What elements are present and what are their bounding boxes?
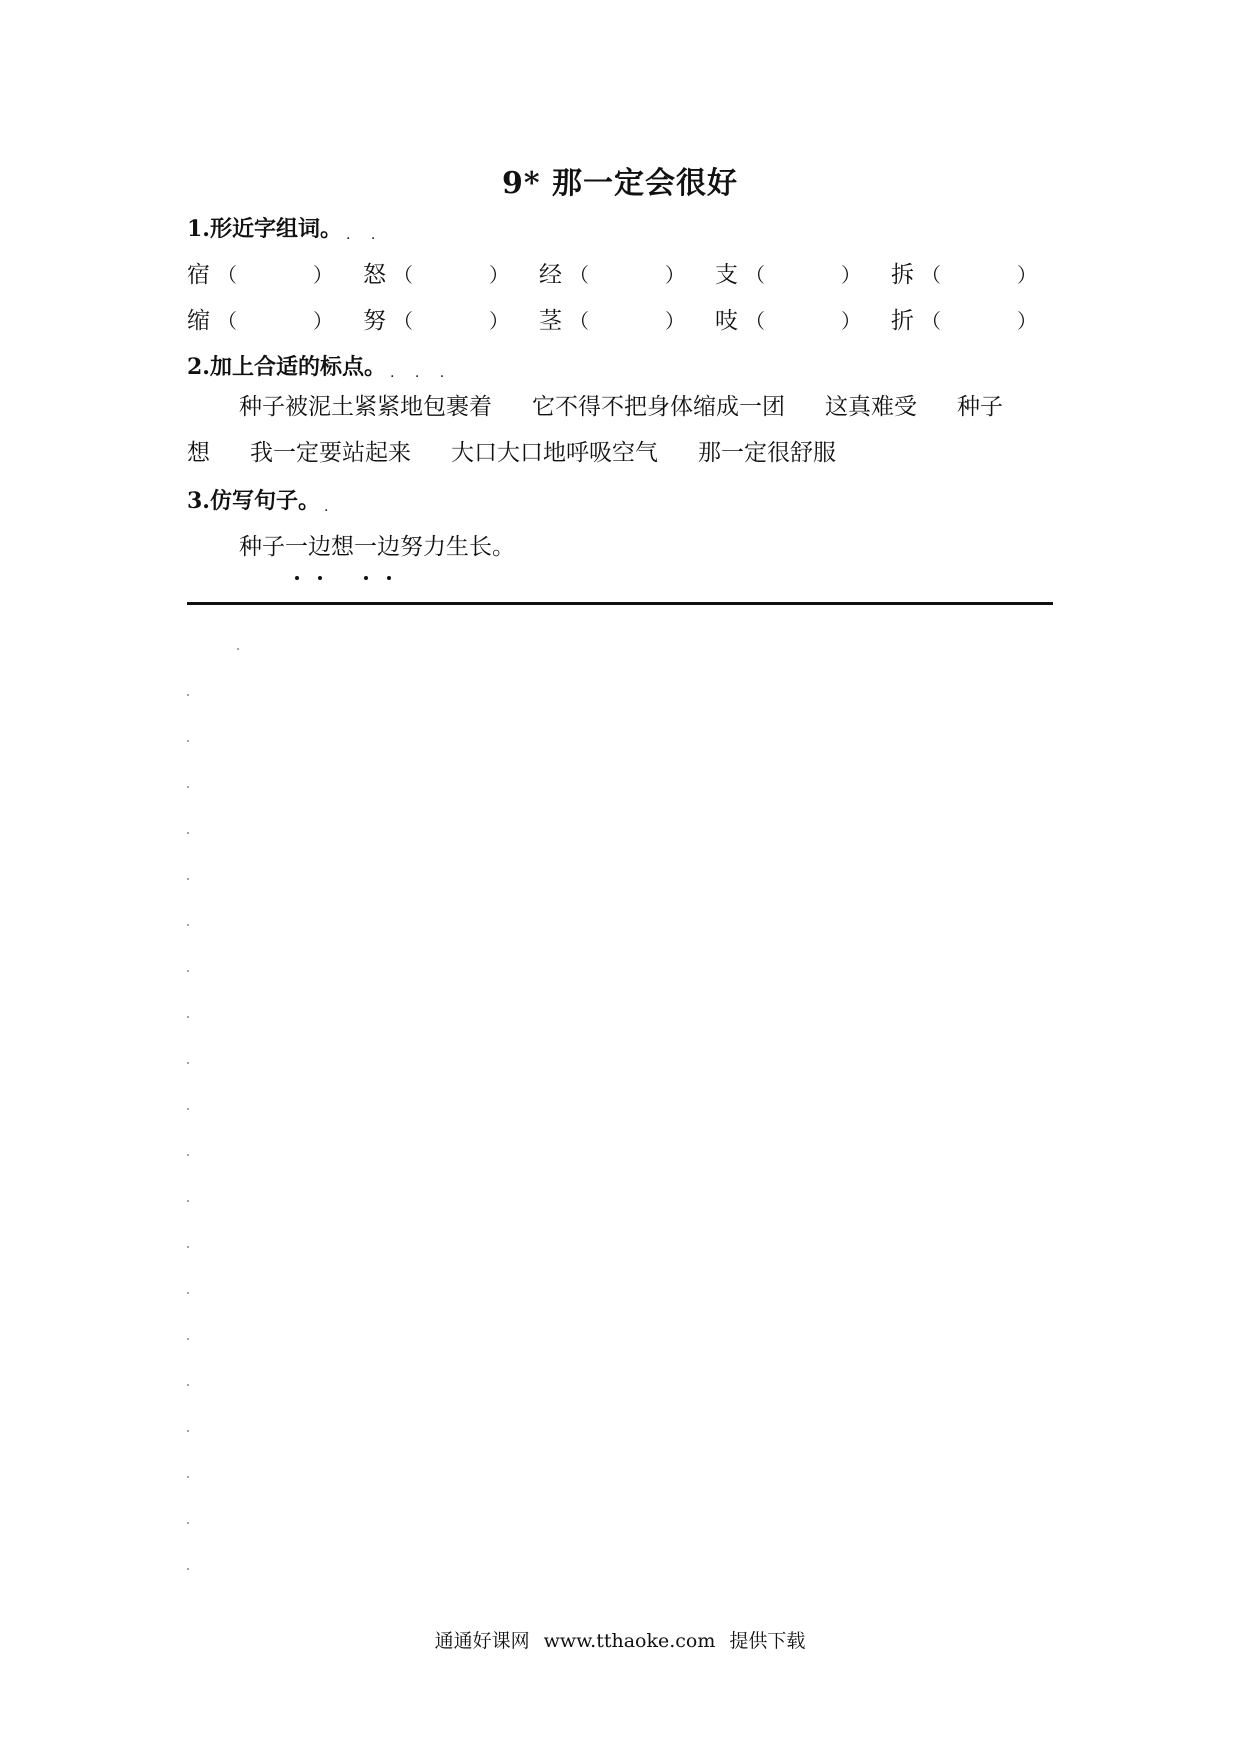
footer-site-name: 通通好课网	[434, 1630, 530, 1652]
scan-dot	[187, 1108, 189, 1110]
char-cell	[363, 302, 539, 335]
char: 拆	[891, 262, 914, 288]
char-cell	[539, 256, 715, 289]
char-cell	[891, 302, 1067, 335]
clause: 大口大口地呼吸空气	[451, 440, 658, 466]
scan-dot	[187, 1384, 189, 1386]
emphasis-char: 边	[308, 524, 331, 570]
scan-dot	[187, 1568, 189, 1570]
paren-close: ）	[313, 309, 333, 333]
char-cell	[715, 302, 891, 335]
clause: 它不得不把身体缩成一团	[532, 394, 785, 420]
sentence-part: 种子	[239, 534, 285, 560]
dot-trail-decoration: . .	[345, 227, 384, 243]
footer	[0, 1626, 1240, 1653]
char: 缩	[187, 308, 210, 334]
answer-blank[interactable]: （	[393, 309, 413, 333]
clause: 种子被泥土紧紧地包裹着	[239, 394, 492, 420]
section3-heading-text: 3.仿写句子。	[187, 488, 320, 514]
char: 支	[715, 262, 738, 288]
char-cell	[539, 302, 715, 335]
scan-dot	[187, 970, 189, 972]
scan-dot	[187, 1292, 189, 1294]
scan-dot	[187, 1476, 189, 1478]
char-cell	[363, 256, 539, 289]
paren-close: ）	[665, 309, 685, 333]
scan-dot	[187, 1430, 189, 1432]
answer-blank[interactable]: （	[921, 263, 941, 287]
emphasis-char: 边	[377, 524, 400, 570]
page-title: 9* 那一定会很好	[501, 166, 738, 201]
scan-dot	[187, 786, 189, 788]
char: 宿	[187, 262, 210, 288]
answer-blank[interactable]: （	[745, 263, 765, 287]
char: 折	[891, 308, 914, 334]
footer-url[interactable]: www.tthaoke.com	[543, 1630, 716, 1652]
clause: 想	[187, 440, 210, 466]
clause: 我一定要站起来	[250, 440, 411, 466]
scan-dot	[237, 648, 239, 650]
emphasis-char: 一	[285, 524, 308, 570]
scan-dot	[187, 740, 189, 742]
section2-heading	[187, 350, 452, 381]
scan-dot	[187, 1016, 189, 1018]
char-cell	[891, 256, 1067, 289]
paren-close: ）	[313, 263, 333, 287]
paren-close: ）	[665, 263, 685, 287]
paragraph-line-2	[187, 430, 1057, 476]
paren-close: ）	[1017, 263, 1037, 287]
paren-close: ）	[841, 263, 861, 287]
scan-dot	[187, 694, 189, 696]
emphasis-char: 一	[354, 524, 377, 570]
char-cell	[715, 256, 891, 289]
sentence-part: 努力生长。	[400, 534, 515, 560]
answer-blank[interactable]: （	[921, 309, 941, 333]
scan-dot	[187, 1200, 189, 1202]
char: 努	[363, 308, 386, 334]
dot-trail-decoration: .	[323, 499, 337, 515]
scan-dot	[187, 1246, 189, 1248]
char-row-1	[187, 256, 1067, 289]
sentence-part: 想	[331, 534, 354, 560]
answer-blank[interactable]: （	[393, 263, 413, 287]
model-sentence	[187, 524, 1057, 570]
answer-blank[interactable]: （	[217, 309, 237, 333]
char-cell	[187, 302, 363, 335]
paragraph-line-1	[187, 384, 1057, 430]
scan-dot	[187, 1154, 189, 1156]
answer-blank[interactable]: （	[745, 309, 765, 333]
punctuation-paragraph	[187, 384, 1057, 476]
footer-suffix: 提供下载	[729, 1630, 806, 1652]
scan-dot	[187, 1522, 189, 1524]
clause: 那一定很舒服	[698, 440, 836, 466]
paren-close: ）	[489, 263, 509, 287]
scan-dot	[187, 878, 189, 880]
char: 茎	[539, 308, 562, 334]
model-sentence-line	[187, 524, 1057, 570]
char: 吱	[715, 308, 738, 334]
section3-heading	[187, 484, 336, 515]
answer-rule-line[interactable]	[187, 602, 1053, 605]
section1-heading	[187, 212, 383, 243]
dot-trail-decoration: . . .	[389, 365, 453, 381]
section2-heading-text: 2.加上合适的标点。	[187, 354, 386, 380]
char: 经	[539, 262, 562, 288]
scan-dot	[187, 1062, 189, 1064]
paren-close: ）	[489, 309, 509, 333]
scan-dot	[187, 924, 189, 926]
char: 怒	[363, 262, 386, 288]
scan-dot	[187, 1338, 189, 1340]
scan-dot	[187, 832, 189, 834]
char-cell	[187, 256, 363, 289]
paren-close: ）	[1017, 309, 1037, 333]
answer-blank[interactable]: （	[569, 263, 589, 287]
char-row-2	[187, 302, 1067, 335]
answer-blank[interactable]: （	[217, 263, 237, 287]
clause: 这真难受	[825, 394, 917, 420]
section1-heading-text: 1.形近字组词。	[187, 216, 342, 242]
paren-close: ）	[841, 309, 861, 333]
answer-blank[interactable]: （	[569, 309, 589, 333]
clause: 种子	[957, 394, 1003, 420]
